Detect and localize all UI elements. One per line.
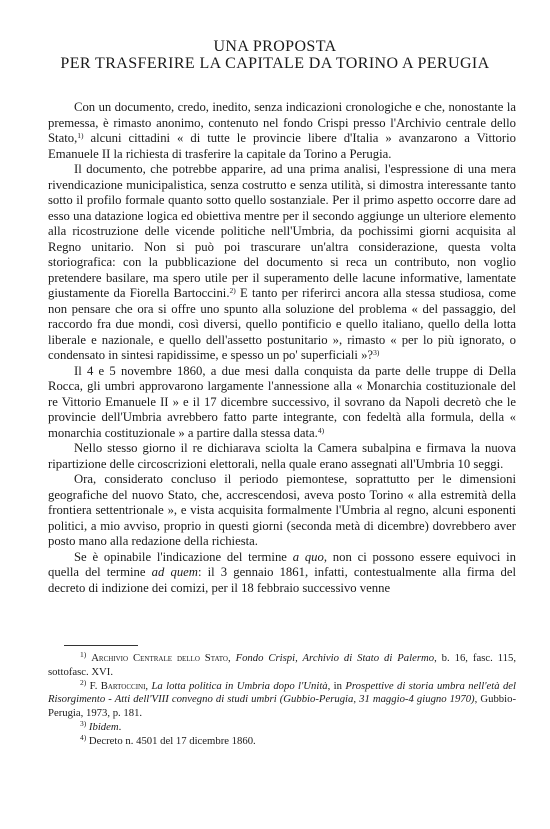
- footnotes: [48, 652, 516, 749]
- footnote-2: $^{2)}$ F. Bartoccini, La lotta politica in Umbria dopo l'Unità, in Prospettive di storia umbra nell'età del Risorgimento - Atti dell'VIII convegno di studi umbri (Gubbio-Perugia, 31 maggio-4 giugno 1970), Gubbio-Perugia, 1973, p. 181.: [48, 677, 516, 720]
- footnote-ref-4[interactable]: 4): [317, 425, 325, 435]
- paragraph-5: Ora, considerato concluso il periodo piemontese, soprattutto per le dimensioni geografiche del nuovo Stato, che, accrescendosi, aveva posto Torino « alla estremità della frontiera settentrionale », e vista acquisita formalmente l'Umbria al regno, alcuni esponenti politici, a mio avviso, proprio in questi giorni (seconda metà di dicembre) dovrebbero aver posto mano alla redazione della richiesta.: [48, 472, 516, 548]
- paragraph-6: Se è opinabile l'indicazione del termine a quo, non ci possono essere equivoci in quella del termine ad quem: il 3 gennaio 1861, infatti, contestualmente alla firma del decreto di indizione dei comizi, per il 18 febbraio successivo venne: [48, 549, 516, 595]
- footnote-ref-3[interactable]: 3): [373, 348, 380, 357]
- paragraph-1: Con un documento, credo, inedito, senza indicazioni cronologiche e che, nonostante la premessa, è rimasto anonimo, contenuto nel fondo Crispi presso l'Archivio centrale dello Stato,$^{1)}$ alcuni cittadini « di tutte le provincie libere d'Italia » avanzarono a Vittorio Emanuele II la richiesta di trasferire la capitale da Torino a Perugia.: [48, 100, 516, 161]
- paragraph-4: Nello stesso giorno il re dichiarava sciolta la Camera subalpina e firmava la nuova ripartizione delle circoscrizioni elettorali, nella quale erano assegnati all'Umbria 10 seggi.: [48, 441, 516, 471]
- footnote-divider: [64, 645, 138, 646]
- paragraph-3: Il 4 e 5 novembre 1860, a due mesi dalla conquista da parte delle truppe di Della Rocca, gli umbri approvarono largamente l'annessione alla « Monarchia costituzionale del re Vittorio Emanuele II » e il 17 dicembre successivo, il sovrano da Napoli decretò che le provincie dell'Umbria avrebbero fatto parte integrante, con fedeltà alla formula, della « monarchia costituzionale » a partire dalla stessa data.$^{4)}$: [48, 363, 516, 440]
- footnote-ref-1[interactable]: 1): [77, 131, 84, 140]
- paragraph-2: Il documento, che potrebbe apparire, ad una prima analisi, l'espressione di una mera rivendicazione municipalistica, senza costrutto e senza utilità, si dimostra interessante tanto sotto il profilo formale quanto sotto quello sostanziale. Per il primo aspetto occorre dare ad esso una datazione logica ed obiettiva mentre per il secondo aggiunge un ulteriore elemento alla ricostruzione delle vicende politiche nell'Umbria, da pochissimi giorni acquisita al Regno unitario. Non si può poi trascurare un'altra considerazione, questa volta storiografica: con la pubblicazione del documento si reca un contributo, non voglio pretendere basilare, ma spero utile per il superamento delle lacune informative, lamentate giustamente da Fiorella Bartoccini.$^{2)}$ E tanto per riferirci ancora alla stessa studiosa, come non pensare che ora si offre uno spunto alla soluzione del problema « del passaggio, del raccordo fra due mondi, così diversi, quello pontificio e quello italiano, quello della lotta liberale e nazionale, e quello dell'assetto postunitario », rimasto « per lo più ignorato, o condensato in sintesi rapidissime, e spesso un po' superficiali »?$^{3)}$: [48, 162, 517, 362]
- title-line-2: PER TRASFERIRE LA CAPITALE DA TORINO A PERUGIA: [60, 55, 490, 72]
- footnote-ref-2[interactable]: 2): [229, 286, 236, 295]
- title-line-1: UNA PROPOSTA: [213, 38, 337, 55]
- footnote-1: $^{1)}$ Archivio Centrale dello Stato, Fondo Crispi, Archivio di Stato di Palermo, b. 16, fasc. 115, sottofasc. XVI.: [48, 650, 517, 678]
- body-text: [48, 100, 516, 596]
- footnote-4: $^{4)}$ Decreto n. 4501 del 17 dicembre 1860.: [80, 732, 256, 747]
- footnote-3: $^{3)}$ Ibidem.: [80, 718, 122, 733]
